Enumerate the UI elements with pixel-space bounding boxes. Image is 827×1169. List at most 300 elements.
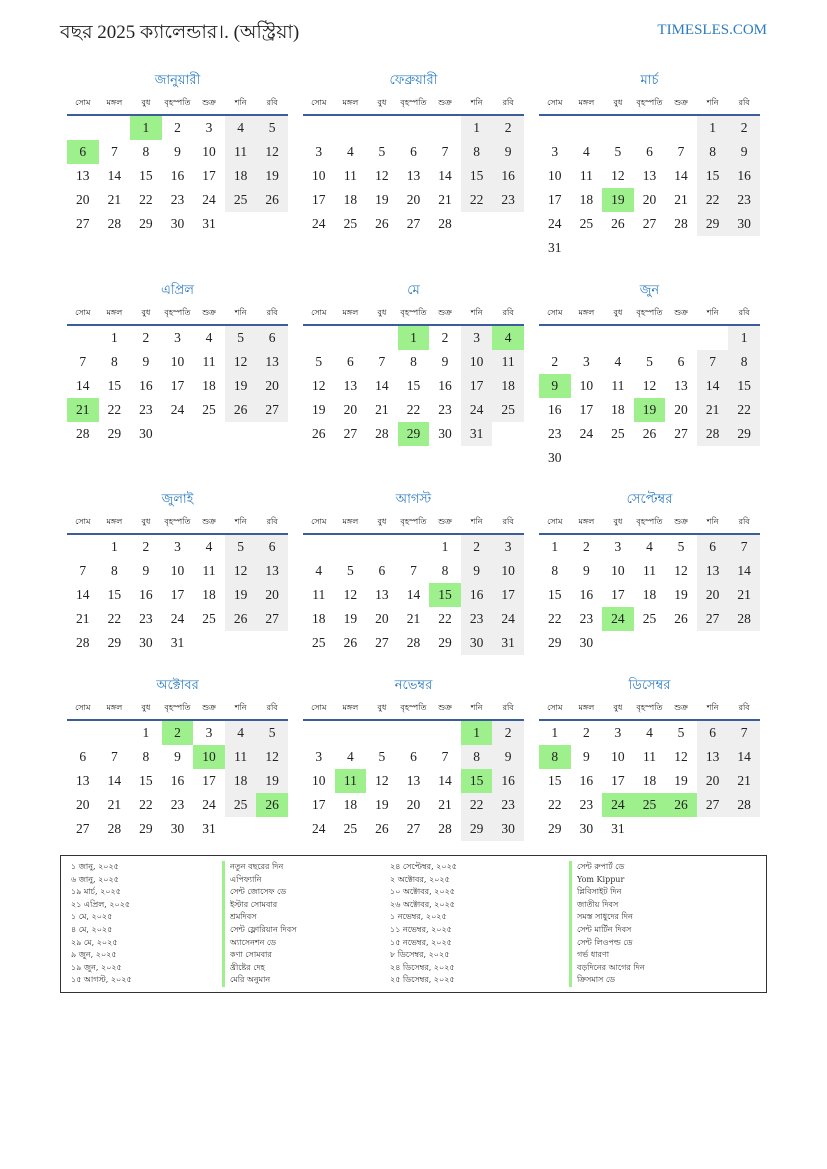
day[interactable]: 11 (225, 745, 257, 769)
day[interactable]: 30 (438, 426, 452, 441)
day[interactable]: 14 (697, 374, 729, 398)
day[interactable]: 9 (492, 140, 524, 164)
day[interactable]: 12 (256, 745, 288, 769)
day[interactable]: 17 (611, 773, 625, 788)
day[interactable]: 8 (410, 354, 417, 369)
day[interactable]: 28 (76, 635, 90, 650)
holiday-day[interactable]: 1 (130, 116, 162, 140)
day[interactable]: 10 (579, 378, 594, 393)
day[interactable]: 31 (611, 821, 625, 836)
day[interactable]: 4 (582, 144, 590, 159)
day[interactable]: 5 (677, 539, 685, 554)
day[interactable]: 9 (582, 563, 590, 578)
day[interactable]: 16 (139, 378, 153, 393)
day[interactable]: 16 (579, 587, 594, 602)
day[interactable]: 21 (375, 402, 389, 417)
day[interactable]: 28 (728, 607, 760, 631)
day[interactable]: 4 (315, 563, 323, 578)
day[interactable]: 7 (441, 144, 449, 159)
day[interactable]: 29 (548, 821, 562, 836)
day[interactable]: 28 (406, 635, 421, 650)
day[interactable]: 22 (461, 188, 493, 212)
day[interactable]: 23 (492, 793, 524, 817)
day[interactable]: 15 (548, 587, 562, 602)
day[interactable]: 23 (438, 402, 452, 417)
day[interactable]: 19 (225, 583, 257, 607)
day[interactable]: 19 (343, 611, 358, 626)
holiday-day[interactable]: 10 (193, 745, 225, 769)
holiday-day[interactable]: 19 (634, 398, 666, 422)
day[interactable]: 18 (642, 587, 657, 602)
day[interactable]: 21 (674, 192, 688, 207)
day[interactable]: 25 (225, 188, 257, 212)
day[interactable]: 21 (728, 583, 760, 607)
day[interactable]: 4 (614, 354, 622, 369)
day[interactable]: 17 (312, 192, 326, 207)
day[interactable]: 18 (343, 192, 358, 207)
day[interactable]: 22 (438, 611, 452, 626)
day[interactable]: 20 (343, 402, 358, 417)
day[interactable]: 11 (202, 354, 216, 369)
day[interactable]: 16 (170, 773, 185, 788)
day[interactable]: 27 (406, 821, 421, 836)
day[interactable]: 14 (438, 168, 452, 183)
day[interactable]: 22 (406, 402, 421, 417)
day[interactable]: 3 (205, 120, 213, 135)
day[interactable]: 21 (107, 797, 122, 812)
day[interactable]: 24 (312, 821, 326, 836)
day[interactable]: 27 (406, 216, 421, 231)
day[interactable]: 7 (697, 350, 729, 374)
day[interactable]: 18 (642, 773, 657, 788)
day[interactable]: 20 (375, 611, 389, 626)
day[interactable]: 19 (375, 192, 389, 207)
day[interactable]: 25 (312, 635, 326, 650)
day[interactable]: 16 (139, 587, 153, 602)
day[interactable]: 8 (697, 140, 729, 164)
day[interactable]: 4 (646, 539, 653, 554)
day[interactable]: 28 (438, 821, 452, 836)
day[interactable]: 23 (579, 611, 594, 626)
day[interactable]: 11 (492, 350, 524, 374)
day[interactable]: 6 (410, 749, 417, 764)
day[interactable]: 30 (579, 821, 594, 836)
day[interactable]: 28 (697, 422, 729, 446)
day[interactable]: 12 (343, 587, 358, 602)
day[interactable]: 1 (441, 539, 449, 554)
day[interactable]: 20 (406, 797, 421, 812)
day[interactable]: 29 (139, 216, 153, 231)
day[interactable]: 8 (441, 563, 449, 578)
day[interactable]: 23 (170, 192, 185, 207)
day[interactable]: 5 (378, 144, 386, 159)
day[interactable]: 1 (697, 116, 729, 140)
day[interactable]: 7 (441, 749, 449, 764)
day[interactable]: 2 (582, 725, 590, 740)
day[interactable]: 8 (110, 354, 118, 369)
holiday-day[interactable]: 4 (492, 326, 524, 350)
day[interactable]: 16 (728, 164, 760, 188)
day[interactable]: 2 (174, 120, 181, 135)
day[interactable]: 8 (142, 144, 150, 159)
day[interactable]: 11 (225, 140, 257, 164)
day[interactable]: 13 (76, 773, 90, 788)
day[interactable]: 6 (256, 326, 288, 350)
day[interactable]: 15 (139, 773, 153, 788)
day[interactable]: 23 (548, 426, 562, 441)
day[interactable]: 29 (107, 635, 122, 650)
day[interactable]: 20 (674, 402, 688, 417)
day[interactable]: 18 (225, 164, 257, 188)
day[interactable]: 5 (646, 354, 653, 369)
day[interactable]: 17 (312, 797, 326, 812)
day[interactable]: 17 (170, 378, 185, 393)
day[interactable]: 16 (438, 378, 452, 393)
day[interactable]: 4 (225, 116, 257, 140)
day[interactable]: 25 (611, 426, 625, 441)
day[interactable]: 11 (312, 587, 326, 602)
day[interactable]: 2 (461, 535, 493, 559)
day[interactable]: 21 (406, 611, 421, 626)
day[interactable]: 7 (110, 144, 118, 159)
day[interactable]: 25 (492, 398, 524, 422)
day[interactable]: 7 (79, 563, 87, 578)
day[interactable]: 17 (579, 402, 594, 417)
day[interactable]: 10 (492, 559, 524, 583)
holiday-day[interactable]: 25 (634, 793, 666, 817)
day[interactable]: 15 (461, 164, 493, 188)
day[interactable]: 4 (225, 721, 257, 745)
day[interactable]: 21 (438, 192, 452, 207)
day[interactable]: 22 (107, 611, 122, 626)
day[interactable]: 19 (225, 374, 257, 398)
day[interactable]: 31 (202, 216, 216, 231)
day[interactable]: 17 (461, 374, 493, 398)
day[interactable]: 6 (677, 354, 685, 369)
day[interactable]: 20 (256, 374, 288, 398)
holiday-day[interactable]: 26 (256, 793, 288, 817)
day[interactable]: 27 (76, 216, 90, 231)
day[interactable]: 7 (728, 721, 760, 745)
day[interactable]: 29 (139, 821, 153, 836)
day[interactable]: 26 (312, 426, 326, 441)
day[interactable]: 21 (697, 398, 729, 422)
day[interactable]: 11 (579, 168, 593, 183)
day[interactable]: 27 (697, 607, 729, 631)
day[interactable]: 23 (579, 797, 594, 812)
day[interactable]: 21 (728, 769, 760, 793)
day[interactable]: 25 (343, 821, 358, 836)
day[interactable]: 8 (728, 350, 760, 374)
day[interactable]: 25 (202, 402, 216, 417)
holiday-day[interactable]: 2 (162, 721, 194, 745)
day[interactable]: 5 (378, 749, 386, 764)
day[interactable]: 16 (492, 769, 524, 793)
day[interactable]: 23 (139, 611, 153, 626)
day[interactable]: 20 (697, 583, 729, 607)
day[interactable]: 29 (697, 212, 729, 236)
day[interactable]: 6 (256, 535, 288, 559)
day[interactable]: 29 (548, 635, 562, 650)
day[interactable]: 15 (107, 378, 122, 393)
day[interactable]: 6 (79, 749, 87, 764)
day[interactable]: 27 (674, 426, 688, 441)
day[interactable]: 10 (548, 168, 562, 183)
day[interactable]: 26 (674, 611, 688, 626)
day[interactable]: 3 (614, 725, 622, 740)
holiday-day[interactable]: 8 (539, 745, 571, 769)
day[interactable]: 12 (642, 378, 657, 393)
day[interactable]: 16 (461, 583, 493, 607)
day[interactable]: 1 (551, 539, 559, 554)
day[interactable]: 14 (674, 168, 688, 183)
day[interactable]: 9 (142, 563, 150, 578)
day[interactable]: 6 (697, 535, 729, 559)
day[interactable]: 25 (642, 611, 657, 626)
day[interactable]: 26 (375, 821, 389, 836)
day[interactable]: 8 (461, 745, 493, 769)
day[interactable]: 12 (312, 378, 326, 393)
day[interactable]: 6 (346, 354, 354, 369)
day[interactable]: 16 (579, 773, 594, 788)
day[interactable]: 3 (551, 144, 559, 159)
day[interactable]: 14 (76, 587, 90, 602)
day[interactable]: 1 (110, 330, 118, 345)
day[interactable]: 2 (551, 354, 559, 369)
holiday-day[interactable]: 6 (67, 140, 99, 164)
day[interactable]: 12 (674, 563, 688, 578)
day[interactable]: 31 (170, 635, 185, 650)
day[interactable]: 28 (107, 216, 122, 231)
day[interactable]: 5 (225, 326, 257, 350)
day[interactable]: 7 (79, 354, 87, 369)
day[interactable]: 24 (202, 797, 216, 812)
day[interactable]: 12 (375, 168, 389, 183)
holiday-day[interactable]: 15 (461, 769, 493, 793)
day[interactable]: 16 (548, 402, 562, 417)
day[interactable]: 7 (677, 144, 685, 159)
day[interactable]: 31 (202, 821, 216, 836)
day[interactable]: 9 (461, 559, 493, 583)
day[interactable]: 26 (256, 188, 288, 212)
day[interactable]: 6 (697, 721, 729, 745)
holiday-day[interactable]: 9 (539, 374, 571, 398)
day[interactable]: 16 (492, 164, 524, 188)
day[interactable]: 3 (492, 535, 524, 559)
day[interactable]: 10 (611, 749, 625, 764)
day[interactable]: 23 (139, 402, 153, 417)
day[interactable]: 24 (202, 192, 216, 207)
day[interactable]: 28 (375, 426, 389, 441)
day[interactable]: 30 (461, 631, 493, 655)
day[interactable]: 21 (107, 192, 122, 207)
day[interactable]: 20 (256, 583, 288, 607)
day[interactable]: 5 (614, 144, 622, 159)
day[interactable]: 5 (677, 725, 685, 740)
day[interactable]: 1 (142, 725, 150, 740)
day[interactable]: 22 (697, 188, 729, 212)
day[interactable]: 5 (256, 721, 288, 745)
day[interactable]: 14 (406, 587, 421, 602)
day[interactable]: 8 (461, 140, 493, 164)
day[interactable]: 19 (674, 587, 688, 602)
day[interactable]: 21 (76, 611, 90, 626)
day[interactable]: 29 (438, 635, 452, 650)
day[interactable]: 14 (375, 378, 389, 393)
day[interactable]: 17 (202, 773, 216, 788)
day[interactable]: 5 (346, 563, 354, 578)
day[interactable]: 18 (579, 192, 594, 207)
day[interactable]: 15 (107, 587, 122, 602)
day[interactable]: 2 (142, 330, 150, 345)
day[interactable]: 28 (674, 216, 688, 231)
day[interactable]: 28 (107, 821, 122, 836)
day[interactable]: 27 (375, 635, 389, 650)
day[interactable]: 20 (76, 192, 90, 207)
day[interactable]: 26 (375, 216, 389, 231)
day[interactable]: 11 (642, 563, 656, 578)
day[interactable]: 14 (728, 559, 760, 583)
day[interactable]: 24 (461, 398, 493, 422)
day[interactable]: 19 (674, 773, 688, 788)
day[interactable]: 10 (312, 168, 326, 183)
day[interactable]: 12 (674, 749, 688, 764)
day[interactable]: 13 (406, 773, 421, 788)
day[interactable]: 26 (225, 607, 257, 631)
day[interactable]: 10 (202, 144, 216, 159)
day[interactable]: 6 (410, 144, 417, 159)
day[interactable]: 9 (441, 354, 449, 369)
day[interactable]: 22 (728, 398, 760, 422)
day[interactable]: 17 (170, 587, 185, 602)
day[interactable]: 23 (170, 797, 185, 812)
day[interactable]: 6 (646, 144, 653, 159)
day[interactable]: 2 (441, 330, 449, 345)
day[interactable]: 13 (76, 168, 90, 183)
day[interactable]: 9 (728, 140, 760, 164)
day[interactable]: 31 (548, 240, 562, 255)
day[interactable]: 3 (174, 330, 181, 345)
day[interactable]: 13 (375, 587, 389, 602)
day[interactable]: 13 (697, 745, 729, 769)
day[interactable]: 1 (461, 116, 493, 140)
day[interactable]: 4 (346, 749, 354, 764)
day[interactable]: 23 (728, 188, 760, 212)
day[interactable]: 25 (343, 216, 358, 231)
day[interactable]: 3 (315, 144, 323, 159)
day[interactable]: 8 (110, 563, 118, 578)
day[interactable]: 7 (410, 563, 417, 578)
day[interactable]: 13 (256, 559, 288, 583)
day[interactable]: 27 (256, 607, 288, 631)
day[interactable]: 18 (492, 374, 524, 398)
day[interactable]: 4 (205, 330, 213, 345)
day[interactable]: 22 (139, 797, 153, 812)
day[interactable]: 30 (170, 821, 185, 836)
day[interactable]: 30 (139, 426, 153, 441)
day[interactable]: 22 (548, 797, 562, 812)
day[interactable]: 20 (76, 797, 90, 812)
day[interactable]: 25 (579, 216, 594, 231)
day[interactable]: 4 (346, 144, 354, 159)
day[interactable]: 2 (142, 539, 150, 554)
site-link[interactable]: TIMESLES.COM (657, 22, 767, 38)
day[interactable]: 17 (202, 168, 216, 183)
day[interactable]: 20 (406, 192, 421, 207)
day[interactable]: 4 (646, 725, 653, 740)
day[interactable]: 26 (611, 216, 625, 231)
holiday-day[interactable]: 26 (665, 793, 697, 817)
day[interactable]: 14 (107, 168, 122, 183)
day[interactable]: 27 (76, 821, 90, 836)
day[interactable]: 25 (202, 611, 216, 626)
day[interactable]: 11 (202, 563, 216, 578)
day[interactable]: 14 (438, 773, 452, 788)
day[interactable]: 1 (110, 539, 118, 554)
holiday-day[interactable]: 24 (602, 793, 634, 817)
day[interactable]: 30 (139, 635, 153, 650)
day[interactable]: 22 (139, 192, 153, 207)
day[interactable]: 24 (579, 426, 594, 441)
day[interactable]: 20 (697, 769, 729, 793)
day[interactable]: 3 (582, 354, 590, 369)
day[interactable]: 3 (614, 539, 622, 554)
day[interactable]: 24 (548, 216, 562, 231)
day[interactable]: 12 (225, 559, 257, 583)
day[interactable]: 18 (611, 402, 625, 417)
day[interactable]: 3 (205, 725, 213, 740)
day[interactable]: 14 (728, 745, 760, 769)
day[interactable]: 30 (170, 216, 185, 231)
day[interactable]: 19 (312, 402, 326, 417)
day[interactable]: 7 (728, 535, 760, 559)
day[interactable]: 1 (551, 725, 559, 740)
day[interactable]: 10 (611, 563, 625, 578)
holiday-day[interactable]: 1 (398, 326, 430, 350)
day[interactable]: 9 (142, 354, 150, 369)
day[interactable]: 13 (406, 168, 421, 183)
day[interactable]: 31 (492, 631, 524, 655)
day[interactable]: 19 (256, 769, 288, 793)
day[interactable]: 3 (174, 539, 181, 554)
day[interactable]: 17 (548, 192, 562, 207)
day[interactable]: 9 (174, 144, 181, 159)
day[interactable]: 5 (225, 535, 257, 559)
day[interactable]: 13 (256, 350, 288, 374)
day[interactable]: 30 (728, 212, 760, 236)
day[interactable]: 15 (139, 168, 153, 183)
day[interactable]: 18 (202, 587, 216, 602)
day[interactable]: 10 (461, 350, 493, 374)
day[interactable]: 9 (582, 749, 590, 764)
day[interactable]: 2 (728, 116, 760, 140)
day[interactable]: 29 (728, 422, 760, 446)
day[interactable]: 28 (76, 426, 90, 441)
day[interactable]: 15 (728, 374, 760, 398)
day[interactable]: 22 (461, 793, 493, 817)
day[interactable]: 15 (697, 164, 729, 188)
day[interactable]: 30 (548, 450, 562, 465)
day[interactable]: 10 (170, 354, 185, 369)
day[interactable]: 6 (378, 563, 386, 578)
day[interactable]: 9 (492, 745, 524, 769)
day[interactable]: 23 (461, 607, 493, 631)
day[interactable]: 18 (343, 797, 358, 812)
day[interactable]: 2 (492, 721, 524, 745)
day[interactable]: 15 (548, 773, 562, 788)
day[interactable]: 27 (343, 426, 358, 441)
day[interactable]: 14 (76, 378, 90, 393)
